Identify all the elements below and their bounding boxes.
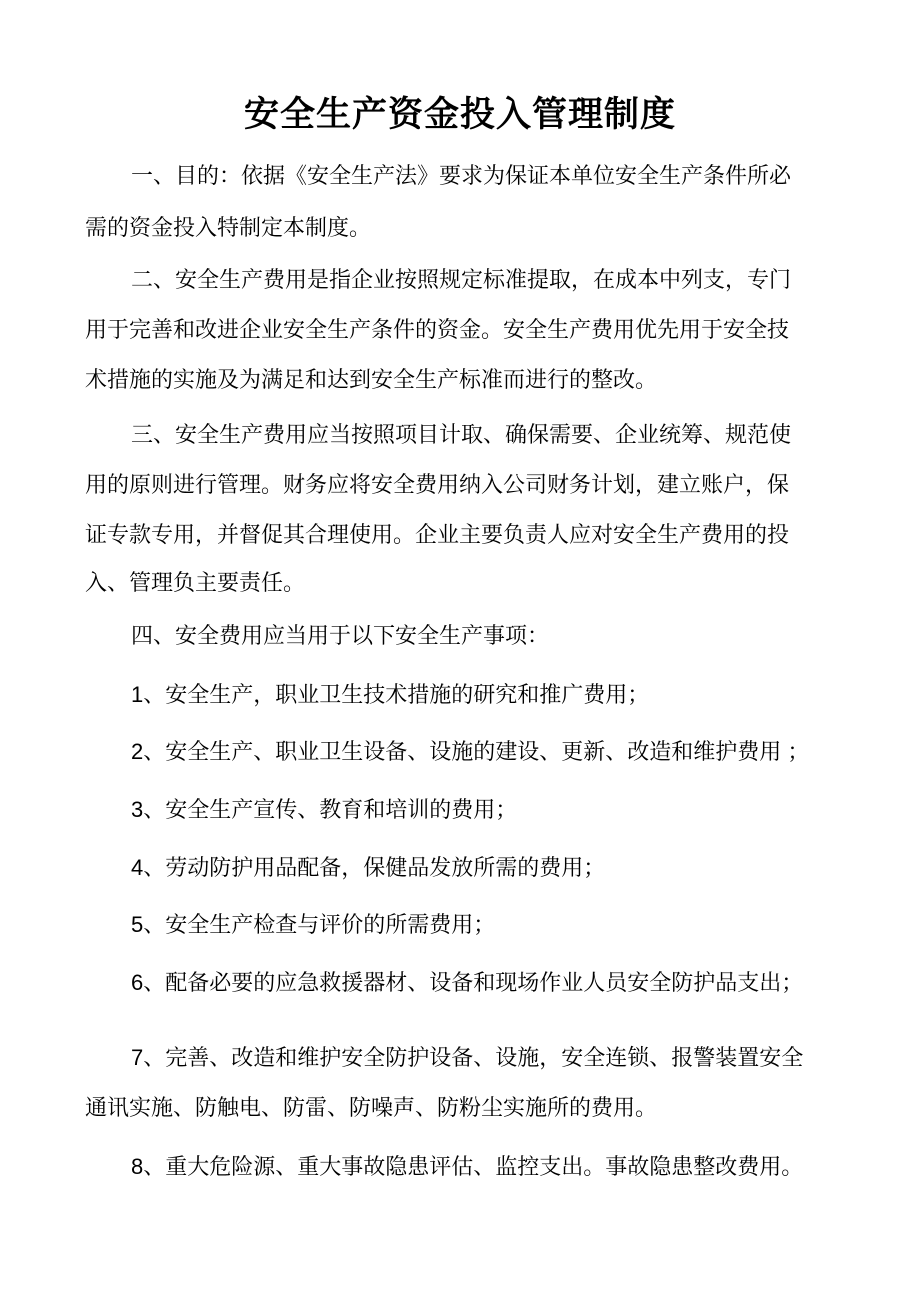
text-line: 二、安全生产费用是指企业按照规定标准提取，在成本中列支，专门 — [131, 267, 792, 292]
list-item-continuation: 通讯实施、防触电、防雷、防噪声、防粉尘实施所的费用。 — [85, 1095, 658, 1120]
list-item: 2、安全生产、职业卫生设备、设施的建设、更新、改造和维护费用 ； — [131, 739, 810, 764]
text-line: 用的原则进行管理。财务应将安全费用纳入公司财务计划，建立账户，保 — [85, 472, 790, 497]
text-line: 用于完善和改进企业安全生产条件的资金。安全生产费用优先用于安全技 — [85, 317, 790, 342]
text-line: 需的资金投入特制定本制度。 — [85, 215, 372, 240]
document-title: 安全生产资金投入管理制度 — [243, 95, 676, 135]
list-item: 5、安全生产检查与评价的所需费用； — [131, 912, 496, 937]
text-line: 三、安全生产费用应当按照项目计取、确保需要、企业统筹、规范使 — [131, 422, 792, 447]
list-item: 3、安全生产宣传、教育和培训的费用； — [131, 797, 518, 822]
list-item: 4、劳动防护用品配备，保健品发放所需的费用； — [131, 855, 606, 880]
list-item: 1、安全生产，职业卫生技术措施的研究和推广费用； — [131, 682, 650, 707]
text-line: 四、安全费用应当用于以下安全生产事项： — [131, 623, 550, 648]
list-item: 7、完善、改造和维护安全防护设备、设施，安全连锁、报警装置安全 — [131, 1045, 804, 1070]
text-line: 入、管理负主要责任。 — [85, 570, 306, 595]
text-line: 一、目的：依据《安全生产法》要求为保证本单位安全生产条件所必 — [131, 163, 792, 188]
list-item: 6、配备必要的应急救援器材、设备和现场作业人员安全防护品支出； — [131, 970, 804, 995]
list-item: 8、重大危险源、重大事故隐患评估、监控支出。事故隐患整改费用。 — [131, 1154, 804, 1179]
text-line: 证专款专用，并督促其合理使用。企业主要负责人应对安全生产费用的投 — [85, 522, 790, 547]
text-line: 术措施的实施及为满足和达到安全生产标准而进行的整改。 — [85, 367, 658, 392]
